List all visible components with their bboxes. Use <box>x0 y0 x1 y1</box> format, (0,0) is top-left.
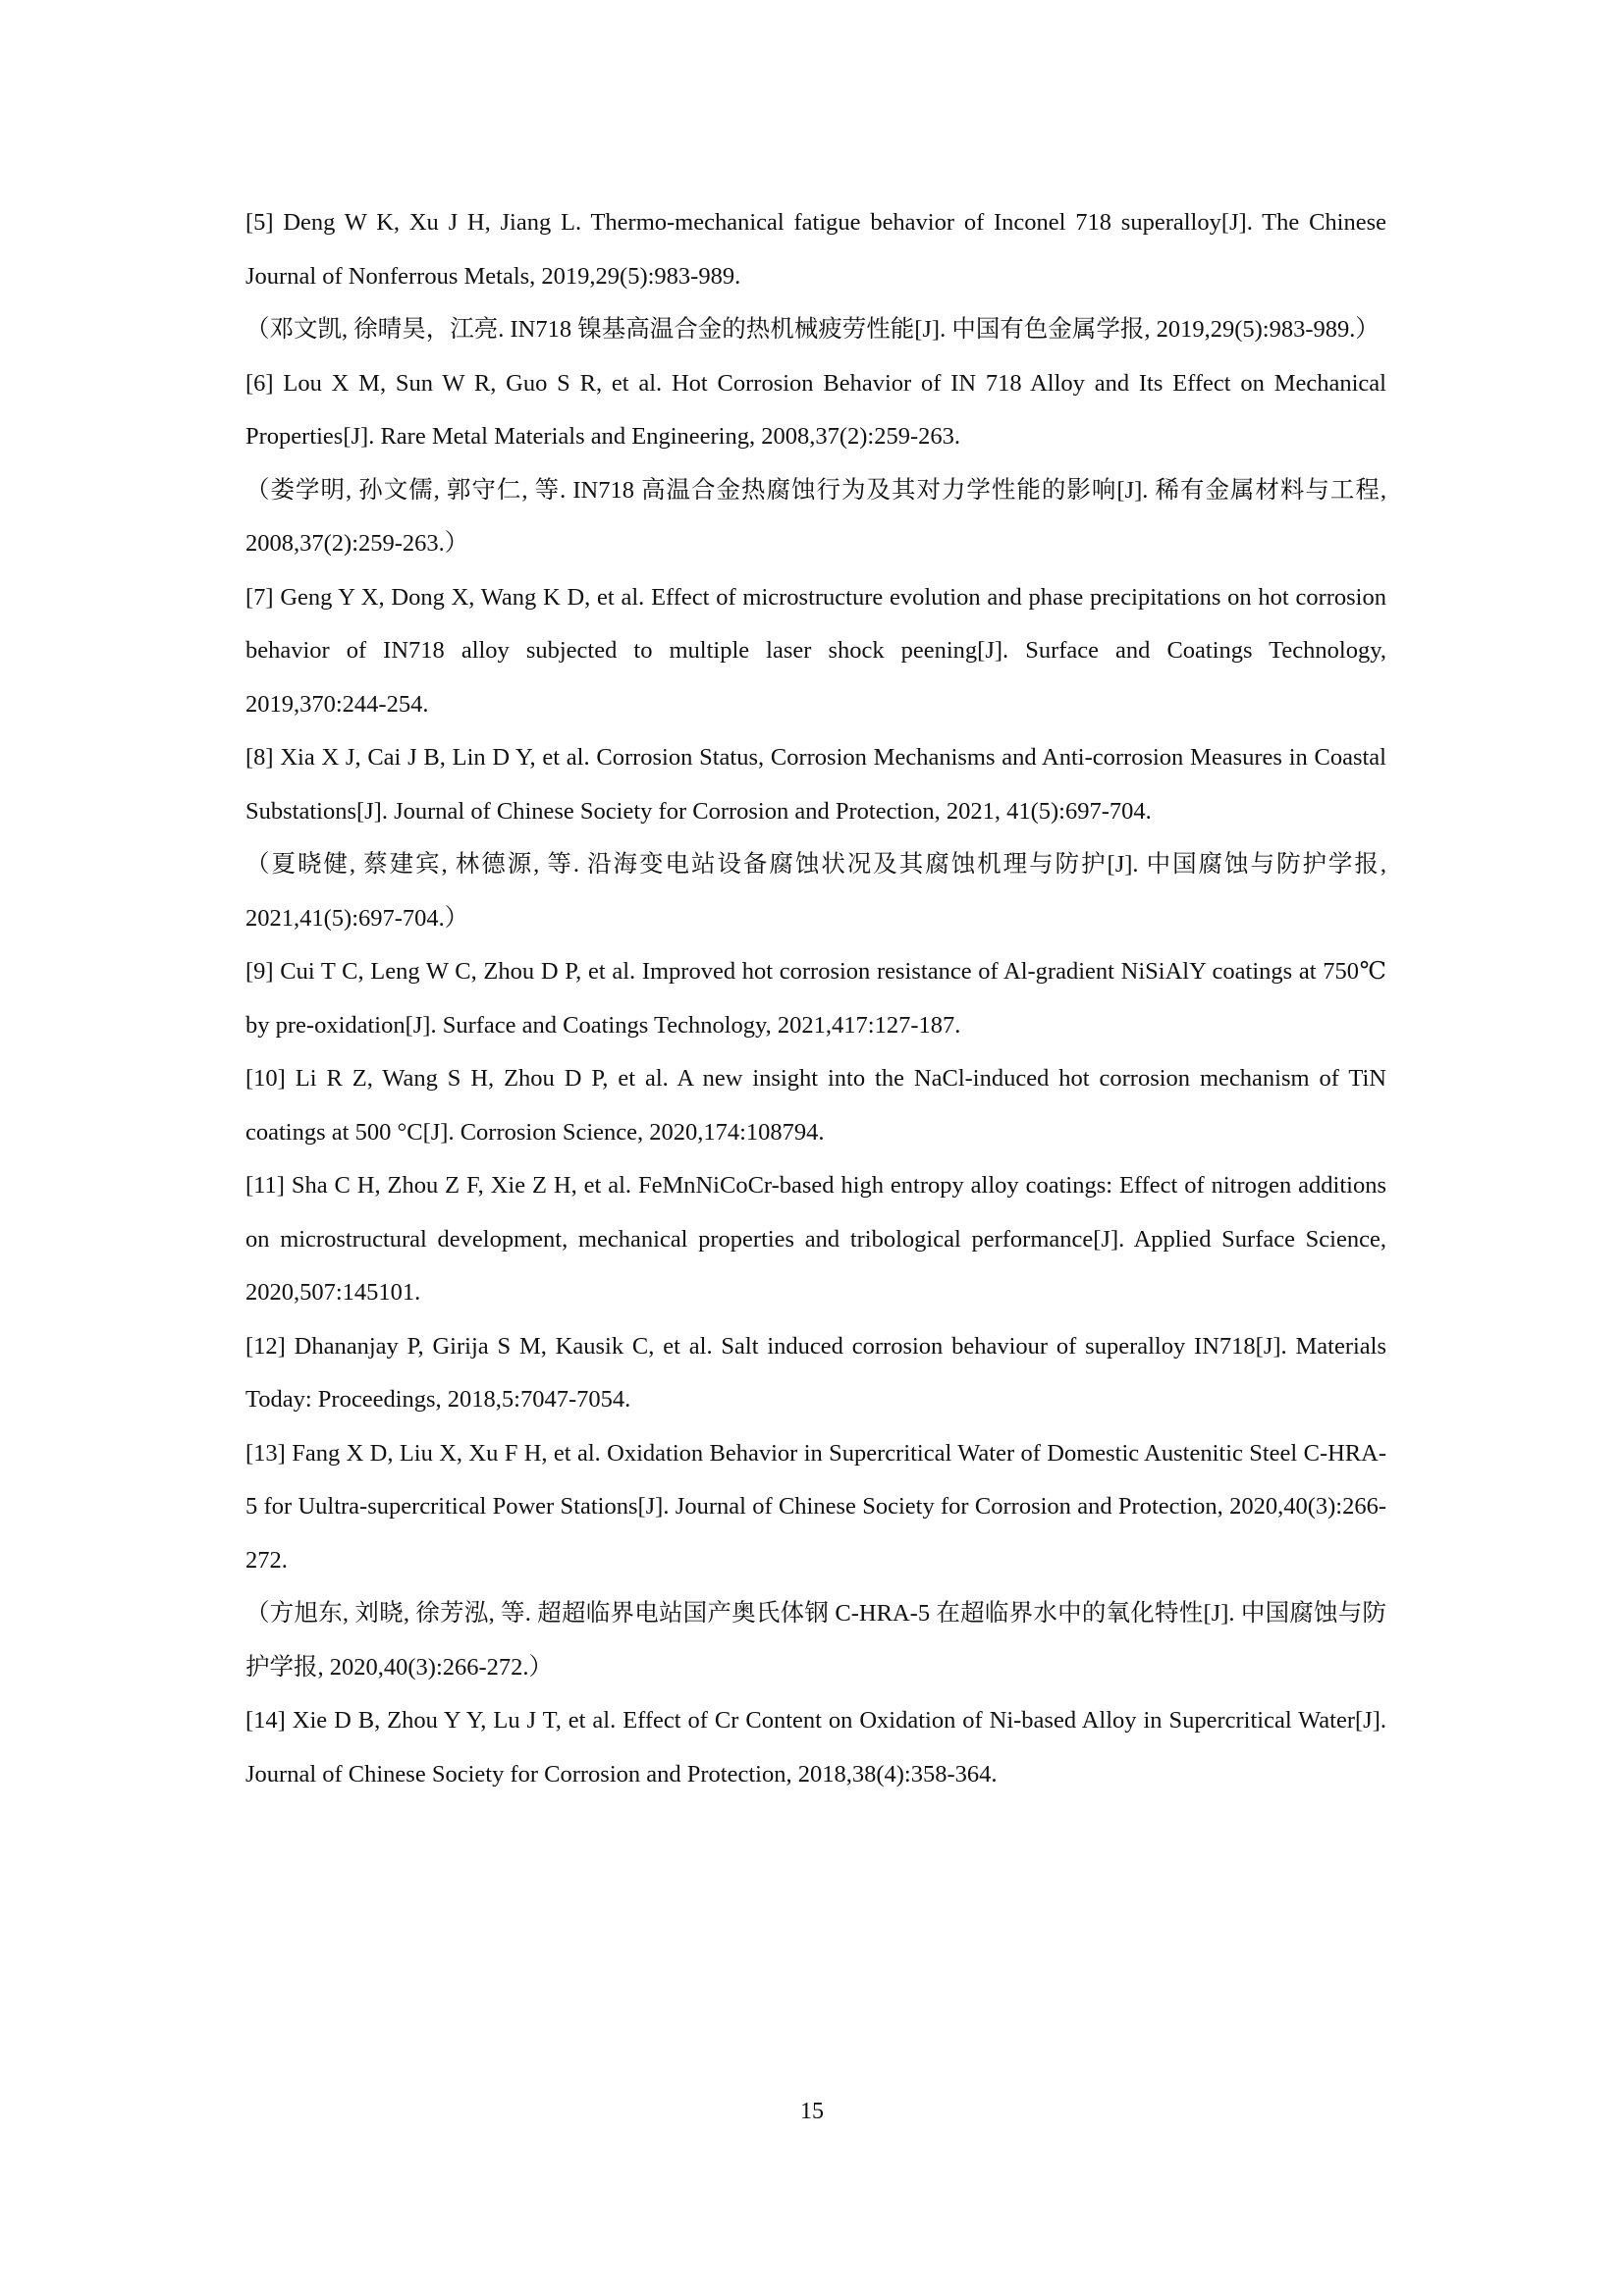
reference-13-en: [13] Fang X D, Liu X, Xu F H, et al. Oxidation Behavior in Supercritical Water of Domestic Austenitic Steel C-HRA-5 for Uultra-supercritical Power Stations[J]. Journal of Chinese Society for Corrosion and Protection, 2020,40(3):266-272. <box>245 1439 1386 1574</box>
reference-8-zh: （夏晓健, 蔡建宾, 林德源, 等. 沿海变电站设备腐蚀状况及其腐蚀机理与防护[J]. 中国腐蚀与防护学报, 2021,41(5):697-704.） <box>245 851 1386 932</box>
reference-12-en: [12] Dhananjay P, Girija S M, Kausik C, et al. Salt induced corrosion behaviour of superalloy IN718[J]. Materials Today: Proceedings, 2018,5:7047-7054. <box>245 1332 1386 1413</box>
reference-10-en: [10] Li R Z, Wang S H, Zhou D P, et al. A new insight into the NaCl-induced hot corrosion mechanism of TiN coatings at 500 °C[J]. Corrosion Science, 2020,174:108794. <box>245 1065 1386 1146</box>
reference-5-zh: （邓文凯, 徐晴昊，江亮. IN718 镍基高温合金的热机械疲劳性能[J]. 中国有色金属学报, 2019,29(5):983-989.） <box>245 316 1380 343</box>
reference-5-en: [5] Deng W K, Xu J H, Jiang L. Thermo-mechanical fatigue behavior of Inconel 718 superalloy[J]. The Chinese Journal of Nonferrous Metals, 2019,29(5):983-989. <box>245 209 1386 290</box>
reference-11-en: [11] Sha C H, Zhou Z F, Xie Z H, et al. FeMnNiCoCr-based high entropy alloy coatings: Effect of nitrogen additions on microstructural development, mechanical properties and tribological performance[J]. Applied Surface Science, 2020,507:145101. <box>245 1172 1386 1306</box>
reference-13-zh: （方旭东, 刘晓, 徐芳泓, 等. 超超临界电站国产奥氏体钢 C-HRA-5 在超临界水中的氧化特性[J]. 中国腐蚀与防护学报, 2020,40(3):266-272.） <box>245 1600 1386 1681</box>
reference-8-en: [8] Xia X J, Cai J B, Lin D Y, et al. Corrosion Status, Corrosion Mechanisms and Anti-corrosion Measures in Coastal Substations[J]. Journal of Chinese Society for Corrosion and Protection, 2021, 41(5):697-704. <box>245 744 1386 825</box>
reference-6-en: [6] Lou X M, Sun W R, Guo S R, et al. Hot Corrosion Behavior of IN 718 Alloy and Its Effect on Mechanical Properties[J]. Rare Metal Materials and Engineering, 2008,37(2):259-263. <box>245 369 1386 450</box>
reference-14-en: [14] Xie D B, Zhou Y Y, Lu J T, et al. Effect of Cr Content on Oxidation of Ni-based Alloy in Supercritical Water[J]. Journal of Chinese Society for Corrosion and Protection, 2018,38(4):358-364. <box>245 1707 1386 1788</box>
reference-list <box>245 196 1386 1801</box>
reference-6-zh: （娄学明, 孙文儒, 郭守仁, 等. IN718 高温合金热腐蚀行为及其对力学性能的影响[J]. 稀有金属材料与工程, 2008,37(2):259-263.） <box>245 476 1386 557</box>
reference-7-en: [7] Geng Y X, Dong X, Wang K D, et al. Effect of microstructure evolution and phase precipitations on hot corrosion behavior of IN718 alloy subjected to multiple laser shock peening[J]. Surface and Coatings Technology, 2019,370:244-254. <box>245 583 1386 718</box>
page-number: 15 <box>800 2099 824 2124</box>
reference-9-en: [9] Cui T C, Leng W C, Zhou D P, et al. Improved hot corrosion resistance of Al-gradient NiSiAlY coatings at 750℃ by pre-oxidation[J]. Surface and Coatings Technology, 2021,417:127-187. <box>245 958 1386 1039</box>
